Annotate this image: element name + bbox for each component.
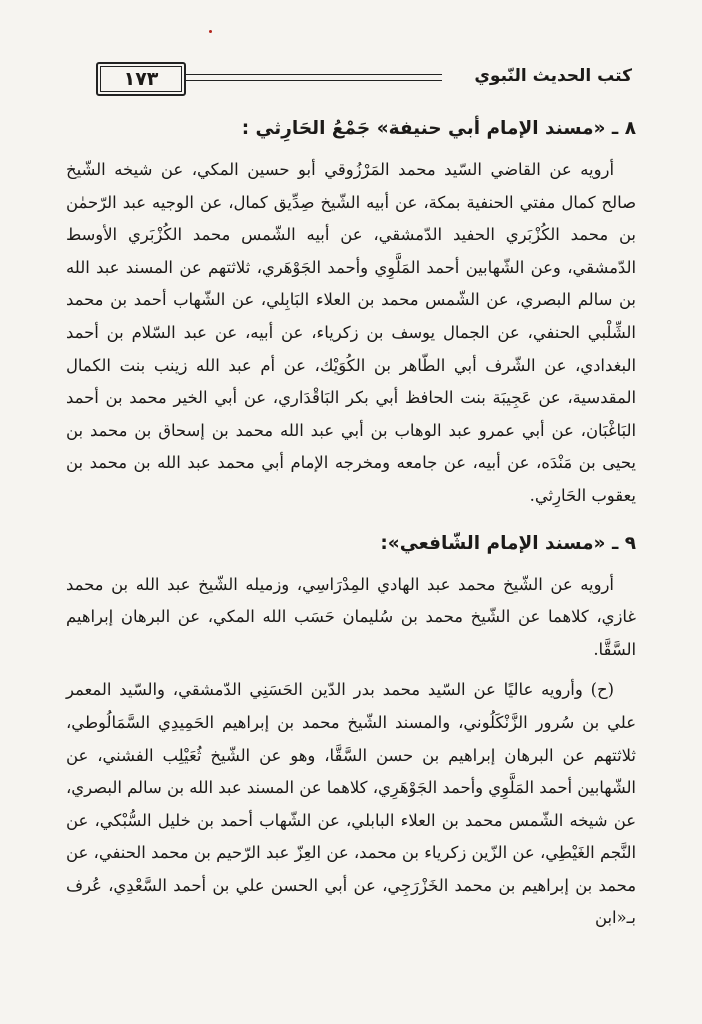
page-body: [66, 112, 636, 935]
section-8-paragraph: أرويه عن القاضي السّيد محمد المَرْزُوقي أبو حسين المكي، عن شيخه الشّيخ صالح كمال مفتي الحنفية بمكة، عن أبيه الشّيخ صِدِّيق كمال، عن الوجيه عبد الرّحمٰن بن محمد الكُزْبَري الحفيد الدّمشقي، عن أبيه الشّمس محمد الكُزْبَري الأوسط الدّمشقي، وعن الشّهابين أحمد المَلَّوِي وأحمد الجَوْهَري، ثلاثتهم عن المسند عبد الله بن سالم البصري، عن الشّمس محمد بن العلاء البَابِلي، عن الشّهاب أحمد بن محمد الشِّلْبي الحنفي، عن الجمال يوسف بن زكرياء، عن أبيه، عن عبد السّلام بن أحمد البغدادي، عن الشّرف أبي الطّاهر بن الكُوَيْك، عن أم عبد الله زينب بنت الكمال المقدسية، عن عَجِيبَة بنت الحافظ أبي بكر البَاقْدَاري، عن أبي الخير محمد بن أحمد البَاغْبَان، عن أبي عمرو عبد الوهاب بن أبي عبد الله محمد بن إسحاق بن محمد بن يحيى بن مَنْدَه، عن أبيه، عن جامعه ومخرجه الإمام أبي محمد عبد الله بن محمد بن يعقوب الحَارِثي.: [66, 160, 636, 505]
section-9-paragraph-2: (ح) وأرويه عاليًا عن السّيد محمد بدر الدّين الحَسَنِي الدّمشقي، والسّيد المعمر علي بن سُرور الزَّنْكَلُوني، والمسند الشّيخ محمد بن إبراهيم الحَمِيدِي السَّمَالُوطي، ثلاثتهم عن البرهان إبراهيم بن حسن السَّقَّا، وهو عن الشّيخ ثُعَيْلِب الفشني، عن الشّهابين أحمد المَلَّوِي وأحمد الجَوْهَرِي، كلاهما عن المسند عبد الله بن سالم البصري، عن شيخه الشّمس محمد بن العلاء البابلي، عن الشّهاب أحمد بن خليل السُّبْكي، عن النَّجم الغَيْطِي، عن الزّين زكرياء بن محمد، عن العِزّ عبد الرّحيم بن محمد الحنفي، عن محمد بن إبراهيم بن محمد الخَزْرَجِي، عن أبي الحسن علي بن أحمد السَّعْدِي، عُرف بـ«ابن: [66, 680, 636, 928]
header-rule: [184, 74, 442, 81]
page-header: [96, 58, 632, 98]
section-title-8: ٨ ـ «مسند الإمام أبي حنيفة» جَمْعُ الحَارِثي :: [241, 118, 636, 139]
ink-speck: [209, 30, 212, 33]
page-number: ١٧٣: [123, 68, 159, 90]
section-title-9: ٩ ـ «مسند الإمام الشّافعي»:: [380, 532, 636, 554]
running-title: كتب الحديث النّبوي: [474, 66, 632, 86]
page-number-frame: [96, 62, 186, 96]
section-9-paragraph-1: أرويه عن الشّيخ محمد عبد الهادي المِدْرَاسِي، وزميله الشّيخ عبد الله بن محمد غازي، كلاهما عن الشّيخ محمد بن سُليمان حَسَب الله المكي، عن البرهان إبراهيم السَّقَّا.: [66, 574, 636, 659]
